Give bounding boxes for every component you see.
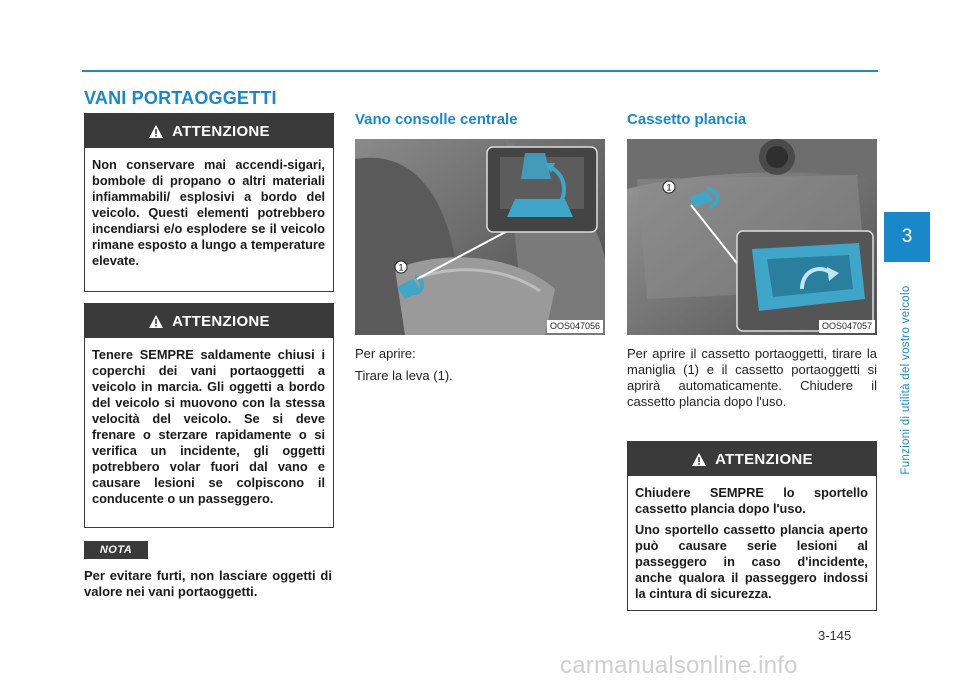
warning-paragraph: Non conservare mai accendi-sigari, bombole di propano o altri materiali infiammabili/ esplosivi a bordo del veicolo. Questi elementi potrebbero incendiarsi e/o esplodere se il veicolo rimane esposto a lungo a temperature elevate. [92,157,325,268]
warning-box-covers [84,303,334,528]
watermark: carmanualsonline.info [560,652,798,679]
glovebox-instructions [627,346,877,416]
warning-box-flammables [84,113,334,292]
glovebox-title: Cassetto plancia [627,111,747,128]
warning-triangle-icon [691,452,707,467]
chapter-tab: 3 [884,212,930,262]
console-image-code: OOS047056 [547,320,603,333]
warning-triangle-icon [148,314,164,329]
console-illustration [355,139,605,335]
warning-body [628,476,876,615]
glovebox-photo [627,139,877,335]
warning-body [85,338,333,520]
warning-header [628,442,876,476]
console-instructions [355,346,605,390]
warning-title: ATTENZIONE [715,450,813,468]
top-rule [82,70,878,72]
warning-paragraph: Uno sportello cassetto plancia aperto può causare serie lesioni al passeggero in caso d'incidente, anche qualora il passeggero indossi la cintura di sicurezza. [635,522,868,601]
console-paragraph: Tirare la leva (1). [355,368,453,383]
warning-body [85,148,333,282]
chapter-side-label: Funzioni di utilità del vostro veicolo [900,285,912,475]
warning-paragraph: Chiudere SEMPRE lo sportello cassetto plancia dopo l'uso. [635,485,868,516]
warning-title: ATTENZIONE [172,122,270,140]
glovebox-image-code: OOS047057 [819,320,875,333]
glovebox-paragraph: Per aprire il cassetto portaoggetti, tirare la maniglia (1) e il cassetto portaoggetti si aprirà automaticamente. Chiudere il cassetto plancia dopo l'uso. [627,346,877,409]
warning-header [85,114,333,148]
note-text: Per evitare furti, non lasciare oggetti di valore nei vani portaoggetti. [84,568,332,599]
console-paragraph: Per aprire: [355,346,416,361]
console-callout-number: 1 [398,262,404,273]
console-photo [355,139,605,335]
glovebox-illustration [627,139,877,335]
glovebox-callout-number: 1 [666,182,672,193]
page-number: 3-145 [818,628,852,643]
warning-box-glovebox [627,441,877,611]
warning-header [85,304,333,338]
note-badge: NOTA [84,541,148,559]
console-title: Vano consolle centrale [355,111,518,128]
warning-paragraph: Tenere SEMPRE saldamente chiusi i coperchi dei vani portaoggetti a veicolo in marcia. Gli oggetti a bordo del veicolo si muovono con la stessa velocità del veicolo. Se si deve frenare o sterzare rapidamente o si verifica un incidente, gli oggetti potrebbero volar fuori dal vano e causare lesioni se colpiscono il conducente o un passeggero. [92,347,325,506]
warning-title: ATTENZIONE [172,312,270,330]
warning-triangle-icon [148,124,164,139]
section-title: VANI PORTAOGGETTI [84,88,277,108]
